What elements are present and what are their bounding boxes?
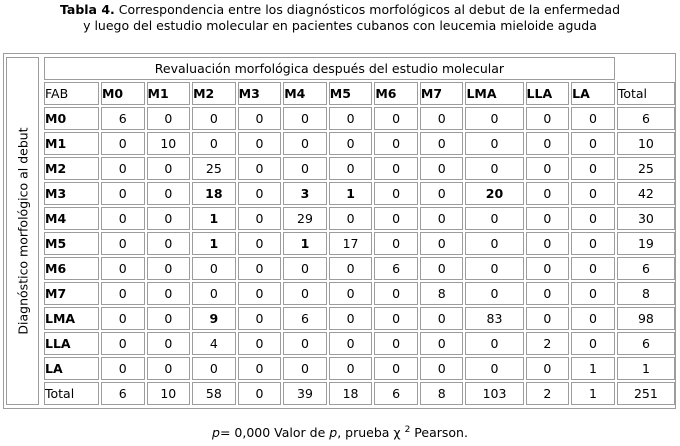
side-header: Diagnóstico morfológico al debut: [15, 127, 30, 335]
table-cell: 1: [329, 182, 373, 205]
row-total: 25: [617, 157, 675, 180]
column-header-row: [44, 82, 675, 105]
table-cell: 0: [283, 107, 327, 130]
row-label-m6: M6: [44, 257, 99, 280]
column-header-la: LA: [571, 82, 615, 105]
row-total: 42: [617, 182, 675, 205]
table-cell: 0: [101, 257, 145, 280]
table-cell: 1: [571, 357, 615, 380]
table-row: [44, 182, 675, 205]
table-row: [44, 282, 675, 305]
table-cell: 0: [101, 157, 145, 180]
table-cell: 0: [571, 182, 615, 205]
table-cell: 83: [465, 307, 523, 330]
column-total: 58: [192, 382, 236, 405]
table-cell: 0: [238, 232, 282, 255]
table-row: [44, 132, 675, 155]
table-cell: 17: [329, 232, 373, 255]
table-cell: 0: [329, 157, 373, 180]
table-cell: 0: [147, 157, 191, 180]
row-total: 19: [617, 232, 675, 255]
table-cell: 0: [283, 132, 327, 155]
table-cell: 0: [283, 257, 327, 280]
table-row: [44, 207, 675, 230]
table-cell: 8: [420, 282, 464, 305]
column-total: 1: [571, 382, 615, 405]
table-cell: 0: [420, 132, 464, 155]
top-header-row: [44, 57, 675, 80]
table-cell: 0: [101, 357, 145, 380]
caption-line-1: [0, 2, 680, 18]
table-cell: 0: [283, 357, 327, 380]
table-cell: 0: [465, 257, 523, 280]
table-caption: [0, 2, 680, 34]
row-label-lma: LMA: [44, 307, 99, 330]
totals-row: [44, 382, 675, 405]
table-cell: 0: [329, 257, 373, 280]
table-cell: 0: [526, 307, 570, 330]
row-total: 6: [617, 107, 675, 130]
row-total: 6: [617, 257, 675, 280]
table-cell: 0: [465, 107, 523, 130]
table-cell: 0: [147, 332, 191, 355]
table-cell: 0: [526, 132, 570, 155]
table-row: [44, 157, 675, 180]
table-cell: 0: [465, 282, 523, 305]
table-row: [44, 307, 675, 330]
table-cell: 0: [101, 182, 145, 205]
column-header-lma: LMA: [465, 82, 523, 105]
row-label-lla: LLA: [44, 332, 99, 355]
table-cell: 0: [571, 157, 615, 180]
table-cell: 0: [374, 282, 418, 305]
table-cell: 0: [374, 182, 418, 205]
table-cell: 0: [329, 307, 373, 330]
table-cell: 0: [420, 207, 464, 230]
column-total: 6: [374, 382, 418, 405]
column-total: 39: [283, 382, 327, 405]
table-cell: 0: [101, 232, 145, 255]
table-cell: 0: [238, 257, 282, 280]
column-header-m6: M6: [374, 82, 418, 105]
footnote-test: , prueba χ: [337, 425, 405, 441]
table-cell: 0: [329, 332, 373, 355]
table-row: [44, 232, 675, 255]
table-cell: 0: [571, 257, 615, 280]
table-cell: 0: [283, 157, 327, 180]
table-cell: 0: [420, 357, 464, 380]
table-cell: 29: [283, 207, 327, 230]
table-cell: 0: [147, 357, 191, 380]
table-cell: 0: [571, 332, 615, 355]
caption-line-2: y luego del estudio molecular en pacientes cubanos con leucemia mieloide aguda: [83, 18, 597, 33]
column-total: 103: [465, 382, 523, 405]
table-cell: 1: [283, 232, 327, 255]
table-cell: 0: [147, 232, 191, 255]
column-total: 6: [101, 382, 145, 405]
table-cell: 0: [329, 282, 373, 305]
grand-total: 251: [617, 382, 675, 405]
column-total: 0: [238, 382, 282, 405]
footnote-p2: p: [329, 425, 338, 441]
column-total: 10: [147, 382, 191, 405]
footnote-rest: Pearson.: [410, 425, 468, 441]
table-row: [44, 332, 675, 355]
row-label-la: LA: [44, 357, 99, 380]
table-cell: 0: [465, 157, 523, 180]
table-cell: 0: [374, 132, 418, 155]
correspondence-table: [42, 55, 677, 407]
column-header-m4: M4: [283, 82, 327, 105]
row-total: 30: [617, 207, 675, 230]
row-total: 98: [617, 307, 675, 330]
table-cell: 6: [101, 107, 145, 130]
table-cell: 0: [192, 282, 236, 305]
table-cell: 0: [329, 357, 373, 380]
row-label-m5: M5: [44, 232, 99, 255]
table-cell: 0: [147, 182, 191, 205]
table-cell: 0: [329, 107, 373, 130]
column-header-m2: M2: [192, 82, 236, 105]
table-cell: 6: [283, 307, 327, 330]
table-cell: 0: [238, 332, 282, 355]
table-cell: 0: [329, 132, 373, 155]
column-header-m7: M7: [420, 82, 464, 105]
table-cell: 0: [420, 157, 464, 180]
column-total: 2: [526, 382, 570, 405]
table-cell: 0: [192, 357, 236, 380]
table-cell: 20: [465, 182, 523, 205]
totals-label: Total: [44, 382, 99, 405]
table-cell: 25: [192, 157, 236, 180]
table-cell: 0: [465, 332, 523, 355]
table-cell: 0: [420, 307, 464, 330]
table-cell: 0: [465, 132, 523, 155]
table-cell: 0: [192, 257, 236, 280]
row-label-m7: M7: [44, 282, 99, 305]
column-header-m0: M0: [101, 82, 145, 105]
footnote: [0, 425, 680, 440]
table-cell: 9: [192, 307, 236, 330]
table-cell: 0: [526, 257, 570, 280]
table-cell: 0: [329, 207, 373, 230]
table-cell: 0: [571, 132, 615, 155]
table-cell: 1: [192, 207, 236, 230]
footnote-sup: 2: [404, 425, 411, 435]
row-label-m0: M0: [44, 107, 99, 130]
table-cell: 0: [571, 307, 615, 330]
table-cell: 0: [526, 207, 570, 230]
table-cell: 0: [526, 232, 570, 255]
table-cell: 2: [526, 332, 570, 355]
row-total: 1: [617, 357, 675, 380]
table-cell: 0: [147, 107, 191, 130]
table-cell: 0: [147, 282, 191, 305]
table-cell: 0: [465, 207, 523, 230]
table-cell: 0: [374, 357, 418, 380]
table-cell: 0: [526, 157, 570, 180]
column-header-m1: M1: [147, 82, 191, 105]
table-cell: 0: [526, 182, 570, 205]
column-total: 18: [329, 382, 373, 405]
table-cell: 0: [238, 182, 282, 205]
table-cell: 0: [526, 357, 570, 380]
table-cell: 0: [374, 332, 418, 355]
table-row: [44, 257, 675, 280]
caption-label: Tabla 4.: [59, 2, 115, 17]
row-total: 10: [617, 132, 675, 155]
table-cell: 0: [374, 307, 418, 330]
table-cell: 0: [238, 157, 282, 180]
table-cell: 0: [420, 182, 464, 205]
table-cell: 0: [238, 107, 282, 130]
table-cell: 0: [147, 257, 191, 280]
table-cell: 0: [147, 207, 191, 230]
table-cell: 0: [192, 107, 236, 130]
row-label-m2: M2: [44, 157, 99, 180]
row-label-m4: M4: [44, 207, 99, 230]
table-cell: 0: [374, 207, 418, 230]
table-cell: 3: [283, 182, 327, 205]
table-cell: 0: [374, 107, 418, 130]
table-cell: 10: [147, 132, 191, 155]
table-cell: 0: [238, 307, 282, 330]
table-cell: 0: [101, 282, 145, 305]
top-header: Revaluación morfológica después del estudio molecular: [44, 57, 615, 80]
table-cell: 4: [192, 332, 236, 355]
row-label-m1: M1: [44, 132, 99, 155]
column-header-m5: M5: [329, 82, 373, 105]
table-cell: 0: [420, 107, 464, 130]
column-total: 8: [420, 382, 464, 405]
table-cell: 0: [101, 207, 145, 230]
table-cell: 6: [374, 257, 418, 280]
table-cell: 0: [283, 332, 327, 355]
table-cell: 0: [101, 307, 145, 330]
row-total: 8: [617, 282, 675, 305]
table-cell: 0: [571, 207, 615, 230]
row-total: 6: [617, 332, 675, 355]
table-cell: 0: [283, 282, 327, 305]
column-header-lla: LLA: [526, 82, 570, 105]
table-cell: 0: [420, 332, 464, 355]
footnote-eq: = 0,000 Valor de: [219, 425, 330, 441]
table-cell: 0: [571, 232, 615, 255]
table-cell: 1: [192, 232, 236, 255]
table-cell: 0: [526, 107, 570, 130]
table-cell: 0: [101, 332, 145, 355]
table-cell: 0: [465, 232, 523, 255]
table-cell: 0: [192, 132, 236, 155]
table-cell: 0: [238, 282, 282, 305]
row-label-m3: M3: [44, 182, 99, 205]
table-cell: 0: [374, 232, 418, 255]
table-cell: 0: [571, 282, 615, 305]
corner-cell: FAB: [44, 82, 99, 105]
table-cell: 0: [238, 207, 282, 230]
column-header-total: Total: [617, 82, 675, 105]
footnote-p: p: [212, 425, 220, 441]
table-cell: 0: [147, 307, 191, 330]
table-cell: 0: [420, 232, 464, 255]
table-cell: 0: [101, 132, 145, 155]
table-row: [44, 107, 675, 130]
table-cell: 18: [192, 182, 236, 205]
table-cell: 0: [374, 157, 418, 180]
table-row: [44, 357, 675, 380]
table-cell: 0: [238, 132, 282, 155]
caption-text-1: Correspondencia entre los diagnósticos morfológicos al debut de la enfermedad: [114, 2, 621, 17]
table-cell: 0: [571, 107, 615, 130]
side-header-cell: [6, 57, 39, 405]
table-cell: 0: [420, 257, 464, 280]
column-header-m3: M3: [238, 82, 282, 105]
table-cell: 0: [238, 357, 282, 380]
table-cell: 0: [526, 282, 570, 305]
table-cell: 0: [465, 357, 523, 380]
